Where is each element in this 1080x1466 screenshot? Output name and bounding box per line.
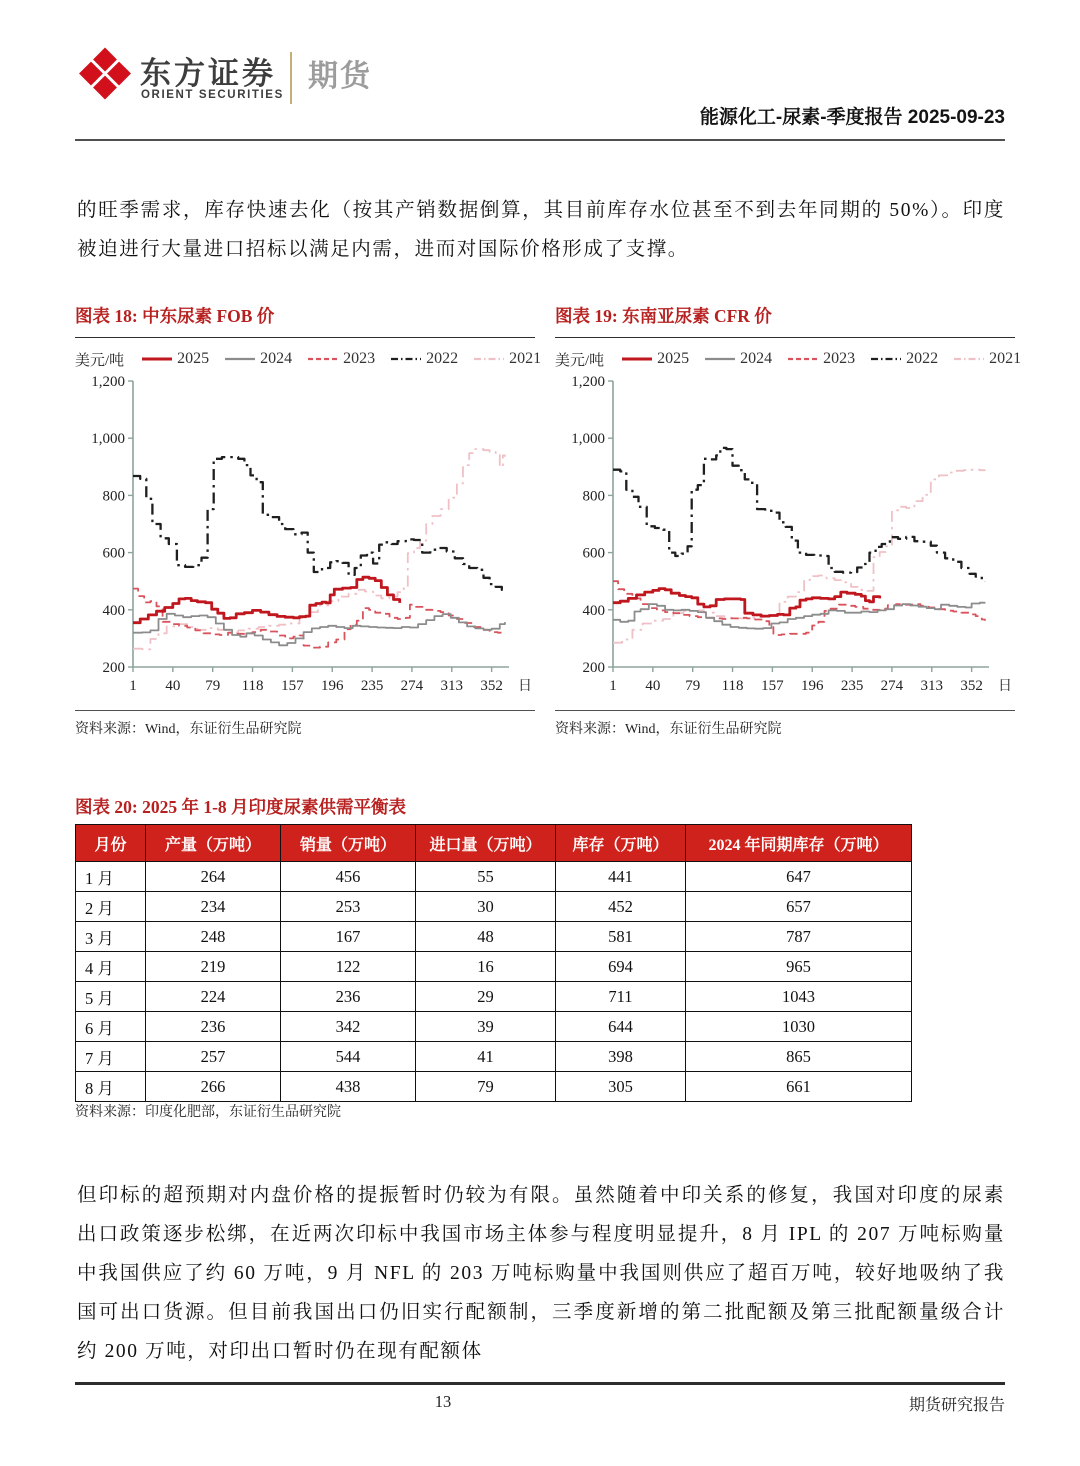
legend-line-sample-2023 — [307, 354, 339, 364]
orient-securities-logo-icon — [78, 46, 132, 100]
legend-item-2021 — [473, 350, 541, 368]
table-row — [76, 892, 912, 922]
table-row — [76, 1042, 912, 1072]
table-header-cell: 月份 — [76, 825, 146, 862]
svg-text:600: 600 — [102, 545, 125, 562]
svg-text:79: 79 — [685, 678, 701, 694]
value-cell: 30 — [416, 892, 556, 922]
table-row — [76, 1072, 912, 1102]
legend-line-sample-2021 — [953, 354, 985, 364]
value-cell: 234 — [146, 892, 281, 922]
figure-18-container — [75, 303, 542, 738]
svg-text:1,200: 1,200 — [571, 374, 605, 390]
price-line-chart — [75, 371, 535, 705]
value-cell: 122 — [281, 952, 416, 982]
svg-text:800: 800 — [102, 488, 125, 505]
value-cell: 1030 — [686, 1012, 912, 1042]
value-cell: 305 — [556, 1072, 686, 1102]
table-header-cell: 进口量（万吨） — [416, 825, 556, 862]
y-axis-unit-label: 美元/吨 — [75, 352, 125, 369]
series-line-2024 — [133, 614, 505, 646]
legend-label-2022: 2022 — [426, 350, 459, 367]
value-cell: 1043 — [686, 982, 912, 1012]
value-cell: 644 — [556, 1012, 686, 1042]
legend-item-2025 — [141, 350, 209, 368]
legend-line-sample-2025 — [141, 354, 173, 364]
legend-item-2023 — [307, 350, 375, 368]
month-cell: 1 月 — [76, 862, 146, 892]
svg-text:352: 352 — [480, 678, 503, 694]
svg-text:200: 200 — [102, 660, 125, 676]
value-cell: 48 — [416, 922, 556, 952]
svg-text:40: 40 — [165, 678, 181, 694]
value-cell: 787 — [686, 922, 912, 952]
svg-text:200: 200 — [582, 660, 605, 676]
figure-19-source: 资料来源：Wind，东证衍生品研究院 — [555, 710, 1015, 738]
svg-text:日: 日 — [998, 679, 1012, 694]
month-cell: 6 月 — [76, 1012, 146, 1042]
figure-19-container — [555, 303, 1022, 738]
legend-line-sample-2022 — [390, 354, 422, 364]
svg-text:1: 1 — [609, 678, 617, 694]
value-cell: 342 — [281, 1012, 416, 1042]
value-cell: 452 — [556, 892, 686, 922]
value-cell: 865 — [686, 1042, 912, 1072]
value-cell: 79 — [416, 1072, 556, 1102]
legend-item-2022 — [870, 350, 938, 368]
header-rule — [75, 139, 1005, 141]
value-cell: 264 — [146, 862, 281, 892]
month-cell: 3 月 — [76, 922, 146, 952]
value-cell: 29 — [416, 982, 556, 1012]
value-cell: 965 — [686, 952, 912, 982]
value-cell: 41 — [416, 1042, 556, 1072]
legend-label-2021: 2021 — [509, 350, 542, 367]
svg-text:日: 日 — [518, 679, 532, 694]
value-cell: 16 — [416, 952, 556, 982]
svg-text:400: 400 — [102, 602, 125, 619]
value-cell: 544 — [281, 1042, 416, 1072]
price-line-chart — [555, 371, 1015, 705]
series-line-2025 — [613, 589, 880, 617]
value-cell: 441 — [556, 862, 686, 892]
figure-18-legend — [75, 347, 542, 371]
svg-text:235: 235 — [360, 678, 384, 694]
svg-text:157: 157 — [281, 678, 304, 694]
figure-18-source: 资料来源：Wind，东证衍生品研究院 — [75, 710, 535, 738]
svg-text:400: 400 — [582, 602, 605, 619]
month-cell: 4 月 — [76, 952, 146, 982]
figure-19-title: 图表 19: 东南亚尿素 CFR 价 — [555, 303, 1015, 338]
table-row — [76, 952, 912, 982]
value-cell: 257 — [146, 1042, 281, 1072]
page-number: 13 — [434, 1392, 452, 1411]
series-line-2022 — [613, 448, 985, 581]
series-line-2025 — [133, 577, 400, 623]
brand-divider — [290, 52, 292, 104]
y-axis-unit-label: 美元/吨 — [555, 352, 605, 369]
table-header-cell: 2024 年同期库存（万吨） — [686, 825, 912, 862]
brand-name-cn: 东方证券 — [140, 56, 276, 91]
table-row — [76, 982, 912, 1012]
body-paragraph-1: 的旺季需求，库存快速去化（按其产销数据倒算，其目前库存水位甚至不到去年同期的 50%）。印度被迫进行大量进口招标以满足内需，进而对国际价格形成了支撑。 — [77, 200, 1005, 260]
svg-text:1,200: 1,200 — [91, 374, 125, 390]
figure-19-legend — [555, 347, 1022, 371]
value-cell: 661 — [686, 1072, 912, 1102]
legend-item-2024 — [224, 350, 292, 368]
value-cell: 167 — [281, 922, 416, 952]
table-row — [76, 862, 912, 892]
table-row — [76, 922, 912, 952]
brand-unit-label: 期货 — [308, 60, 372, 93]
legend-item-2021 — [953, 350, 1021, 368]
series-line-2022 — [133, 457, 505, 590]
value-cell: 39 — [416, 1012, 556, 1042]
legend-item-2025 — [621, 350, 689, 368]
table-header-cell: 销量（万吨） — [281, 825, 416, 862]
table-body — [76, 862, 912, 1102]
legend-label-2025: 2025 — [177, 350, 210, 367]
document-title: 能源化工-尿素-季度报告 2025-09-23 — [699, 107, 1005, 128]
value-cell: 581 — [556, 922, 686, 952]
value-cell: 657 — [686, 892, 912, 922]
svg-text:79: 79 — [205, 678, 221, 694]
value-cell: 398 — [556, 1042, 686, 1072]
svg-text:800: 800 — [582, 488, 605, 505]
legend-label-2021: 2021 — [989, 350, 1022, 367]
value-cell: 438 — [281, 1072, 416, 1102]
svg-text:235: 235 — [840, 678, 864, 694]
svg-text:274: 274 — [400, 678, 424, 694]
svg-text:196: 196 — [800, 678, 824, 694]
legend-label-2023: 2023 — [823, 350, 856, 367]
month-cell: 8 月 — [76, 1072, 146, 1102]
legend-label-2023: 2023 — [343, 350, 376, 367]
svg-text:1,000: 1,000 — [91, 431, 125, 448]
month-cell: 7 月 — [76, 1042, 146, 1072]
figure-18-title: 图表 18: 中东尿素 FOB 价 — [75, 303, 535, 338]
svg-text:1: 1 — [129, 678, 137, 694]
value-cell: 55 — [416, 862, 556, 892]
month-cell: 2 月 — [76, 892, 146, 922]
svg-text:352: 352 — [960, 678, 983, 694]
svg-text:1,000: 1,000 — [571, 431, 605, 448]
svg-text:313: 313 — [440, 678, 464, 694]
legend-label-2024: 2024 — [260, 350, 293, 367]
figure-20-source: 资料来源：印度化肥部，东证衍生品研究院 — [75, 1105, 341, 1120]
legend-item-2024 — [704, 350, 772, 368]
table-header — [76, 825, 912, 862]
value-cell: 694 — [556, 952, 686, 982]
footer-rule — [75, 1382, 1005, 1385]
legend-line-sample-2025 — [621, 354, 653, 364]
brand-name-en: ORIENT SECURITIES — [141, 89, 284, 101]
value-cell: 647 — [686, 862, 912, 892]
legend-label-2025: 2025 — [657, 350, 690, 367]
value-cell: 711 — [556, 982, 686, 1012]
legend-line-sample-2022 — [870, 354, 902, 364]
legend-line-sample-2023 — [787, 354, 819, 364]
supply-demand-balance-table — [75, 824, 912, 1102]
value-cell: 219 — [146, 952, 281, 982]
value-cell: 253 — [281, 892, 416, 922]
table-row — [76, 1012, 912, 1042]
figure-20-title: 图表 20: 2025 年 1-8 月印度尿素供需平衡表 — [75, 797, 407, 817]
body-paragraph-2: 但印标的超预期对内盘价格的提振暂时仍较为有限。虽然随着中印关系的修复，我国对印度的尿素出口政策逐步松绑，在近两次印标中我国市场主体参与程度明显提升，8 月 IPL 的 207 万吨标购量中我国供应了约 60 万吨，9 月 NFL 的 203 万吨标购量中我国则供应了超百万吨，较好地吸纳了我国可出口货源。但目前我国出口仍旧实行配额制，三季度新增的第二批配额及第三批配额量级合计约 200 万吨，对印出口暂时仍在现有配额体 — [77, 1185, 1005, 1362]
series-line-2021 — [133, 449, 505, 649]
svg-text:157: 157 — [761, 678, 784, 694]
value-cell: 236 — [281, 982, 416, 1012]
legend-label-2024: 2024 — [740, 350, 773, 367]
svg-text:118: 118 — [241, 678, 264, 694]
table-header-cell: 产量（万吨） — [146, 825, 281, 862]
legend-line-sample-2024 — [704, 354, 736, 364]
legend-line-sample-2021 — [473, 354, 505, 364]
value-cell: 456 — [281, 862, 416, 892]
svg-text:40: 40 — [645, 678, 661, 694]
value-cell: 248 — [146, 922, 281, 952]
svg-text:196: 196 — [320, 678, 344, 694]
svg-text:274: 274 — [880, 678, 904, 694]
legend-label-2022: 2022 — [906, 350, 939, 367]
series-line-2021 — [613, 470, 985, 643]
month-cell: 5 月 — [76, 982, 146, 1012]
svg-text:313: 313 — [920, 678, 944, 694]
value-cell: 224 — [146, 982, 281, 1012]
value-cell: 266 — [146, 1072, 281, 1102]
legend-item-2022 — [390, 350, 458, 368]
value-cell: 236 — [146, 1012, 281, 1042]
svg-text:600: 600 — [582, 545, 605, 562]
footer-report-label: 期货研究报告 — [908, 1397, 1005, 1414]
legend-item-2023 — [787, 350, 855, 368]
legend-line-sample-2024 — [224, 354, 256, 364]
svg-text:118: 118 — [721, 678, 744, 694]
table-header-cell: 库存（万吨） — [556, 825, 686, 862]
